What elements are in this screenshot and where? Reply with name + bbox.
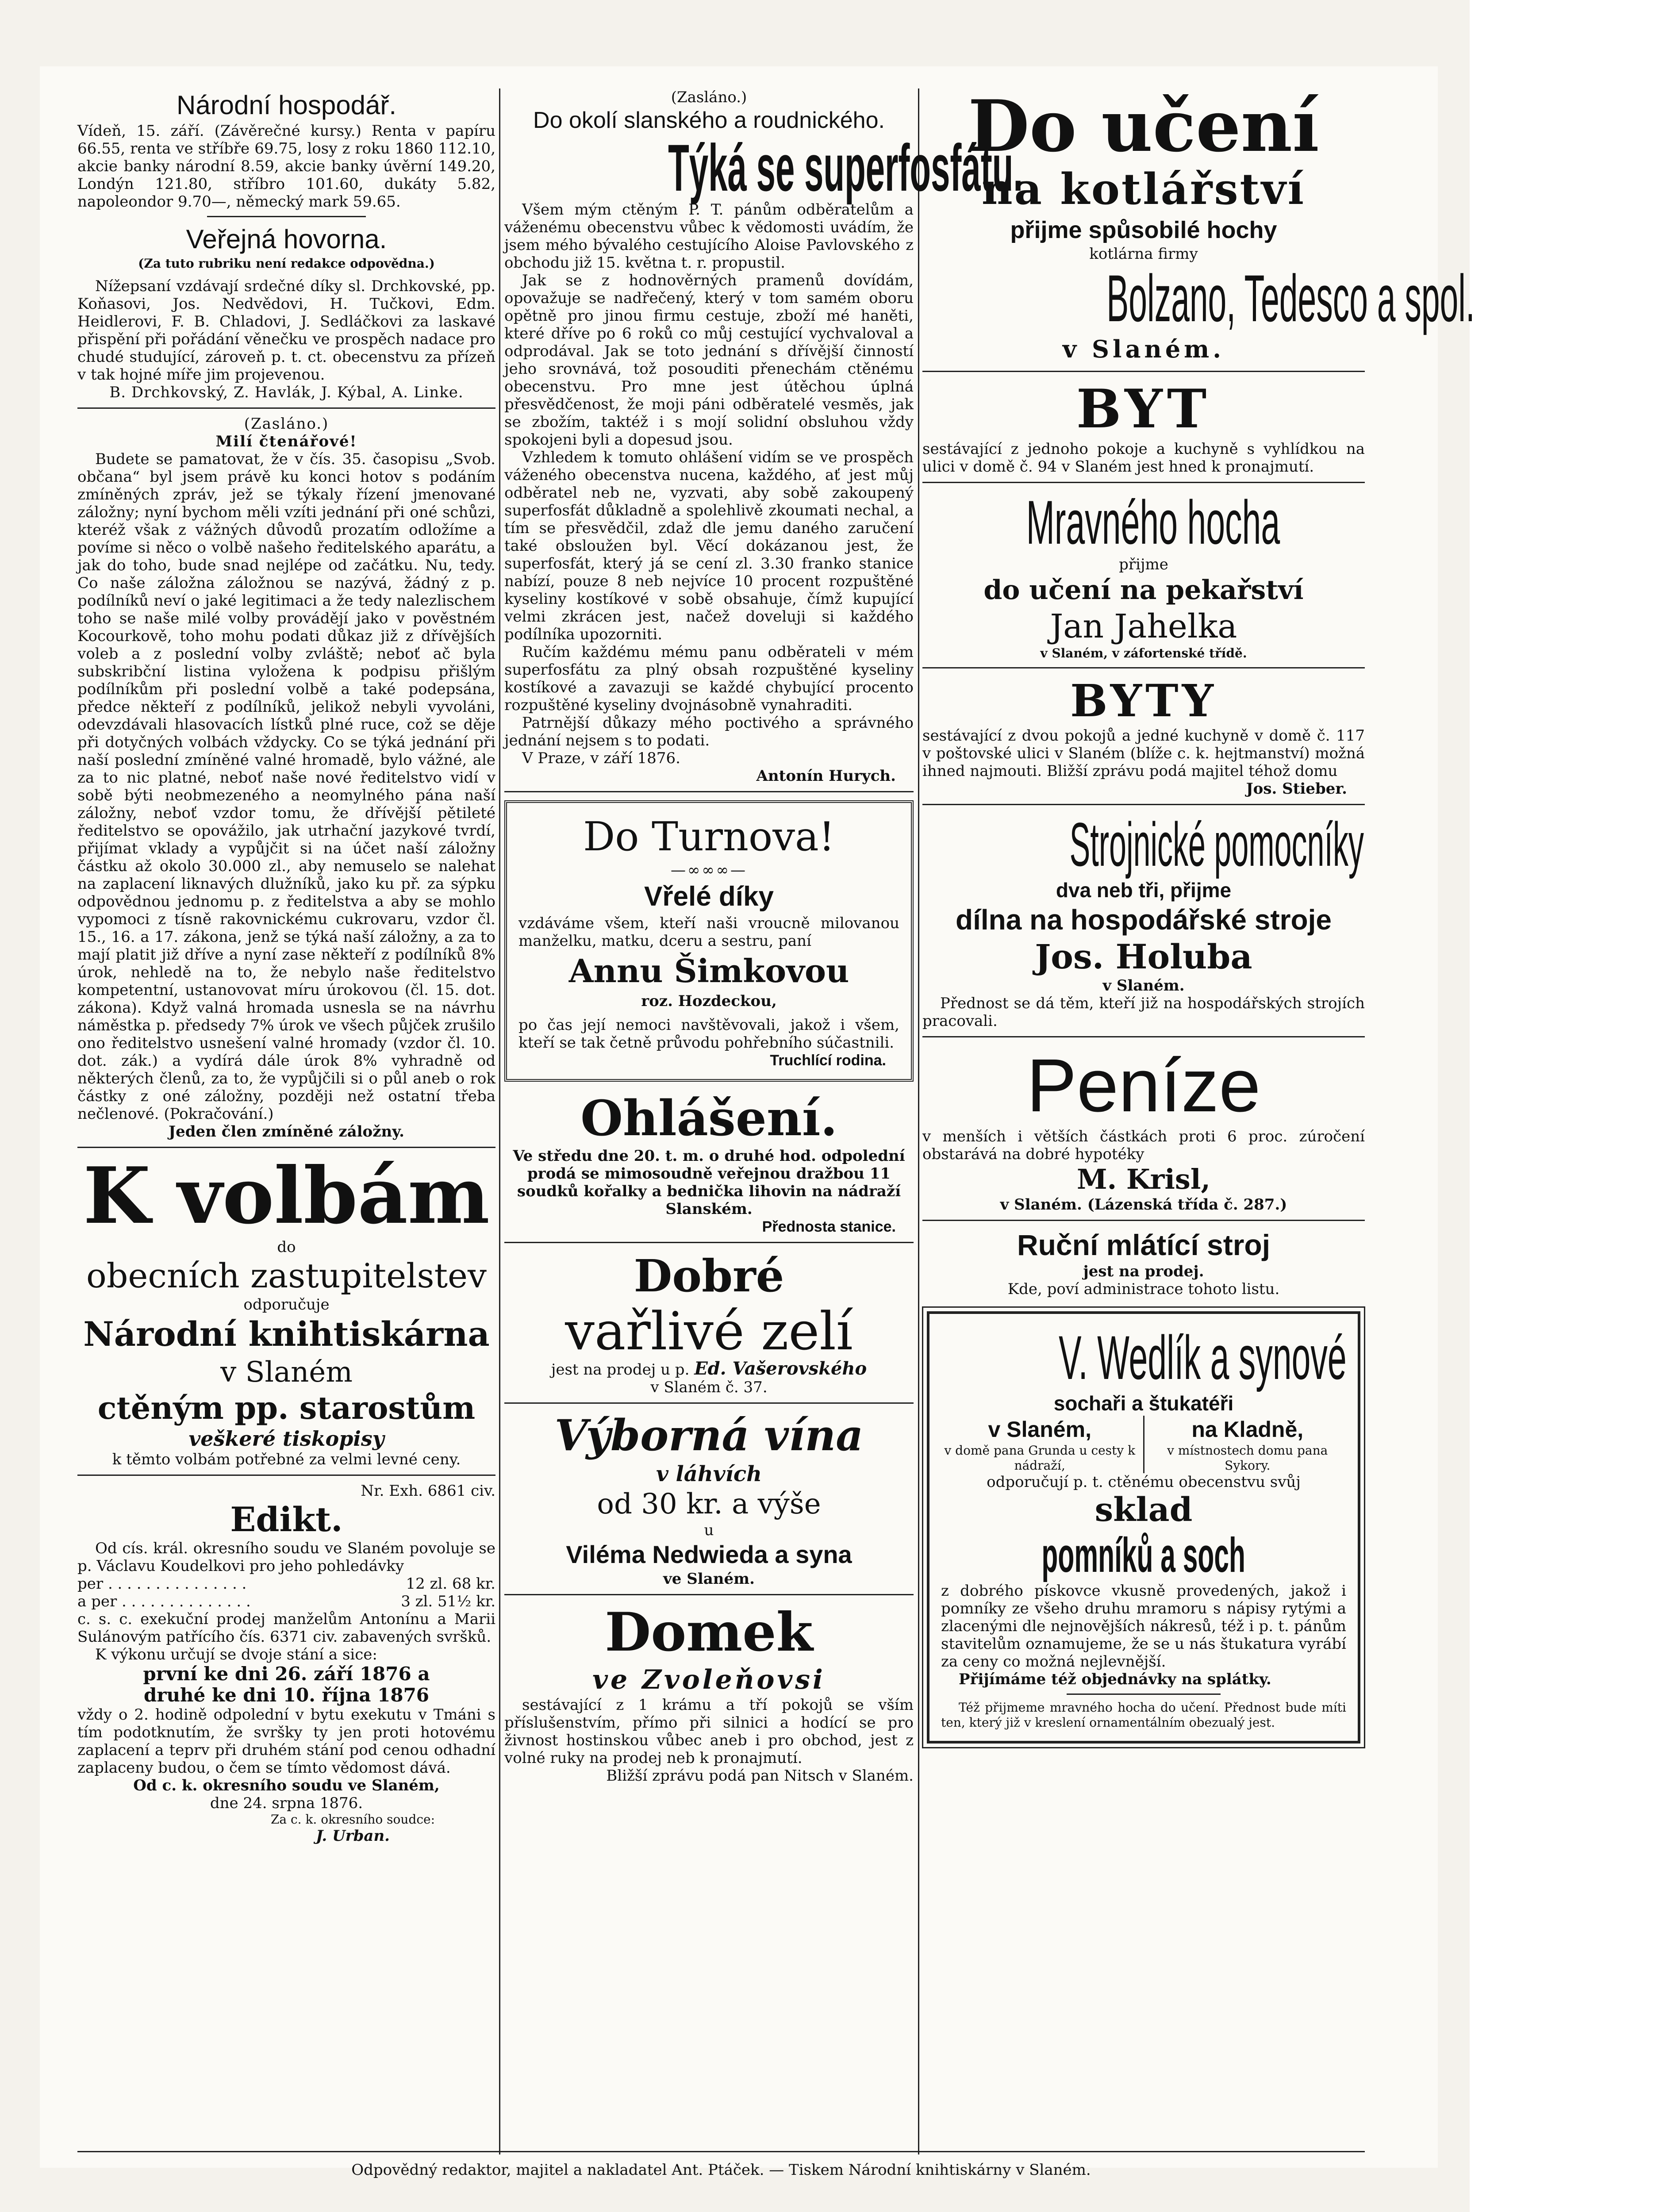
turnov-title: Do Turnova! <box>583 814 835 860</box>
vina-lahvich: v láhvích <box>656 1462 762 1486</box>
edikt-date-2: druhé ke dni 10. října 1876 <box>143 1684 430 1706</box>
wedlik-left-address: v domě pana Grunda u cesty k nádraží, <box>944 1443 1136 1473</box>
divider <box>922 804 1365 805</box>
edikt-ref: Nr. Exh. 6861 civ. <box>361 1482 495 1500</box>
superfosfat-place: V Praze, v září 1876. <box>522 749 680 767</box>
headline-okoli: Do okolí slanského a roudnického. <box>533 108 885 133</box>
hoch-name: Jan Jahelka <box>1050 607 1237 645</box>
edikt-judge: J. Urban. <box>315 1827 390 1845</box>
wedlik-pomniku: pomníků a soch <box>1041 1528 1246 1582</box>
edikt-p1: Od cís. král. okresního soudu ve Slaném povoluje se p. Václavu Koudelkovi pro jeho pohledávky <box>77 1540 495 1575</box>
market-report: Vídeň, 15. září. (Závěrečné kursy.) Renta v papíru 66.55, renta ve stříbře 69.75, losy z roku 1860 112.10, akcie banky národní 8.59, akcie banky úvěrní 149.20, Londýn 121.80, stříbro 101.60, dukáty 5.82, napoleondor 9.70—, německý mark 59.65. <box>77 122 495 211</box>
wedlik-title: V. Wedlík a synové <box>1059 1323 1347 1392</box>
strojnicke-dilna: dílna na hospodářské stroje <box>956 904 1332 936</box>
turnov-text-2: po čas její nemoci navštěvovali, jakož i všem, kteří se tak četně průvodu pohřebního súčastnili. <box>518 1016 899 1052</box>
byt-title: BYT <box>1076 378 1211 440</box>
zaslano-label: (Zasláno.) <box>671 88 747 106</box>
edikt-per-a-value: 12 zl. 68 kr. <box>406 1575 495 1593</box>
column-right <box>922 84 1475 2154</box>
letter-text: Budete se pamatovat, že v čís. 35. časopisu „Svob. občana“ byl jsem právě ku konci hotov s podáním zmíněných zpráv, jež se týkaly řízení jmenované záložny; nyní bychom měli vzíti jednání při oné schůzi, kteréž však z vážných důvodů prozatím odložíme a povíme si něco o volbě našeho ředitelského aparátu, a jak do toho, bude snad nejlépe od začátku. Nu, tedy. Co naše záložna záložnou se nazývá, žádný z p. podílníků neví o jaké legitimaci a že tedy nalezlischem toho se naše milé volby provádějí jako v pověstném Kocourkově, toho mohu podati důkaz již z dřívějších voleb a z poslední volby zvláště; neboť ač byla subskribční listina vyložena k podpisu přišlým podílníkům při poslední volbě a také podepsána, předce někteří z podílníků, jelikož nebyli vyvoláni, odevzdávali hlasovacích lístků plné ruce, což se děje při dotyčných volbách vždycky. Co se týká jednání při naší poslední zmíněné valné hromadě, bylo vážné, ale za to nic platné, neboť naše nové ředitelstvo vidí v sobě býti neobmezeného a neomylného pána naší záložny, neboť vzdor tomu, že dřívější pětileté ředitelstvo se opovážilo, jak utrhační jazykové tvrdí, přijímat vklady a vypůjčit si na účet naší záložny částku až okolo 30.000 zl., aby nemuselo se nalehat na zaplacení liknavých dlužníků, jako ku př. za sýpku odpovědnou jednomu p. z ředitelstva a aby se mohlo vypomoci z tísně rakovnickému cukrovaru, vzdor čl. 15., 16. a 17. zákona, jenž se týká naší záložny, a za to mají platit již dříve a nyní zase někteří z podílníků 8% úrok, nehledě na to, že nebylo naše ředitelstvo kompetentní, ustanovovat míru úrokovou (čl. 15. dot. zákona). Když valná hromada usnesla se na návrhu náměstka p. předsedy 7% úrok ve všech půjček zrušilo ono ředitelstvo usnešení valné hromady (vzdor čl. 10. dot. zák.) a vydírá dále úrok 8% vyhradně od některých členů, za to, že vypůjčili si o půl aneb o rok částky z oné záložny, později než ostatní třeba nečlenové. (Pokračování.) <box>77 450 495 1123</box>
kvolbam-text: k těmto volbám potřebné za velmi levné ceny. <box>112 1451 461 1468</box>
divider <box>922 1036 1365 1037</box>
divider <box>77 407 495 409</box>
hoch-pekarstvi: do učení na pekařství <box>983 575 1304 606</box>
zeli-address: v Slaném č. 37. <box>650 1379 768 1396</box>
divider <box>922 1220 1365 1221</box>
kvolbam-town: v Slaném <box>220 1356 353 1389</box>
wedlik-note: Též přijmeme mravného hocha do učení. Přednost bude míti ten, který již v kreslení ornamentálním obezualý jest. <box>941 1700 1346 1730</box>
wedlik-box <box>927 1311 1360 1743</box>
mlatici-info: Kde, poví administrace tohoto listu. <box>1007 1280 1280 1298</box>
divider <box>504 1402 914 1404</box>
superfosfat-p3: Vzhledem k tomuto ohlášení vidím se ve prospěch váženého obecenstva nucena, každého, ať jest můj odběratel neb ne, vyzvati, aby sobě zakoupený superfosfát důkladně a spolehlivě zkoumati nechal, a tím se přesvědčil, zdaž dle jemu daného zaručení také obsloužen byl. Věcí dokázanou jest, že superfosfát, který já se cení zl. 3.30 franko stanice nabízí, pouze 8 neb nejvíce 10 procent rozpuštěné kyseliny kostíkové v sobě obsahuje, čímž kupující velmi zkrácen jest, načež doveluji si každého podílníka upozorniti. <box>504 449 914 643</box>
section-title-narodni: Národní hospodář. <box>177 90 396 120</box>
uceni-title-1: Do učení <box>968 84 1319 168</box>
kvolbam-tiskopisy: veškeré tiskopisy <box>188 1427 384 1451</box>
zeli-title-2: vařlivé zelí <box>565 1301 853 1362</box>
wedlik-right-town: na Kladně, <box>1191 1417 1304 1442</box>
divider <box>77 1147 495 1148</box>
turnov-signature: Truchlící rodina. <box>770 1052 886 1069</box>
kvolbam-starostum: ctěným pp. starostům <box>97 1390 476 1426</box>
letter-signature: Jeden člen zmíněné záložny. <box>169 1123 404 1141</box>
divider <box>922 482 1365 483</box>
wedlik-locations <box>941 1416 1346 1473</box>
headline-superfosfat: Týká se superfosfátu. <box>668 131 1023 205</box>
editor-note: (Za tuto rubriku není redakce odpovědna.) <box>138 256 435 271</box>
section-title-hovorna: Veřejná hovorna. <box>186 224 387 254</box>
vina-firm: Viléma Nedwieda a syna <box>566 1540 852 1568</box>
wedlik-sklad: sklad <box>1094 1491 1193 1529</box>
edikt-p2: c. s. c. exekuční prodej manželům Antonínu a Marii Sulánovým patřícího čís. 6371 civ. zabavených svršků. <box>77 1610 495 1646</box>
byty-owner: Jos. Stieber. <box>1246 780 1347 798</box>
ohlaseni-title: Ohlášení. <box>580 1090 837 1147</box>
uceni-title-2: na kotlářství <box>981 164 1306 214</box>
divider <box>922 667 1365 668</box>
domek-place: ve Zvoleňovsi <box>592 1664 826 1695</box>
domek-text: sestávající z 1 krámu a tří pokojů se vším příslušenstvím, přímo při silnici a hodící se pro živnost hostinskou vůbec aneb i pro obchod, jest z volné ruky na prodej neb k pronajmutí. <box>504 1696 914 1767</box>
kvolbam-obecnich: obecních zastupitelstev <box>86 1256 487 1295</box>
byt-text: sestávající z jednoho pokoje a kuchyně s vyhlídkou na ulici v domě č. 94 v Slaném jest hned k pronajmutí. <box>922 440 1365 476</box>
ornament: —∞∞∞— <box>671 861 747 879</box>
zeli-seller: Ed. Vašerovského <box>694 1358 867 1379</box>
strojnicke-title: Strojnické pomocníky <box>1069 810 1364 879</box>
mlatici-sale: jest na prodej. <box>1083 1263 1204 1280</box>
column-divider <box>499 88 500 2154</box>
byty-title: BYTY <box>1070 675 1217 727</box>
vina-u: u <box>704 1521 714 1539</box>
footer-divider <box>77 2151 1365 2152</box>
penize-title: Peníze <box>1026 1044 1261 1128</box>
uceni-firma: kotlárna firmy <box>1089 245 1198 263</box>
divider <box>504 1594 914 1595</box>
divider <box>207 216 366 217</box>
divider <box>504 791 914 792</box>
column-middle <box>504 88 1023 2154</box>
kvolbam-doporucuje: odporučuje <box>243 1296 330 1313</box>
deceased-name: Annu Šimkovou <box>568 952 849 990</box>
penize-text: v menších i větších částkách proti 6 proc. zúročení obstarává na dobré hypotéky <box>922 1128 1365 1163</box>
edikt-title: Edikt. <box>230 1500 343 1539</box>
vina-town: ve Slaném. <box>663 1570 755 1588</box>
edikt-per-b-value: 3 zl. 51½ kr. <box>401 1593 495 1610</box>
divider <box>77 1475 495 1476</box>
signers: B. Drchkovský, Z. Havlák, J. Kýbal, A. Linke. <box>109 384 464 401</box>
byty-text: sestávající z dvou pokojů a jedné kuchyně v domě č. 117 v poštovské ulici v Slaném (blíže c. k. hejtmanství) možná ihned najmouti. Bližší zprávu podá majitel téhož domu <box>922 727 1365 780</box>
edikt-per-b: a per . . . . . . . . . . . . . . <box>77 1593 251 1610</box>
kvolbam-title: K volbám <box>83 1151 490 1241</box>
wedlik-orders: Přijímáme též objednávky na splátky. <box>959 1671 1271 1688</box>
wedlik-rec: odporučují p. t. ctěnému obecenstvu svůj <box>987 1473 1301 1491</box>
domek-title: Domek <box>605 1601 813 1663</box>
zeli-title-1: Dobré <box>634 1250 784 1302</box>
edikt-per-a: per . . . . . . . . . . . . . . . <box>77 1575 247 1593</box>
zaslano-label: (Zasláno.) <box>244 415 329 433</box>
edikt-court: Od c. k. okresního soudu ve Slaném, <box>133 1777 440 1794</box>
strojnicke-name: Jos. Holuba <box>1035 937 1252 976</box>
edikt-p4: vždy o 2. hodině odpolední v bytu exekutu v Tmáni s tím podotknutím, že svršky ty jen proti hotovému zaplacení a teprv při druhém stání pod cenou odhadní zaplaceny budou, o čem se tímto vědomost dává. <box>77 1706 495 1777</box>
turnov-thanks: Vřelé díky <box>644 881 774 912</box>
uceni-hoch: přijme spůsobilé hochy <box>1010 217 1277 243</box>
superfosfat-p2: Jak se z hodnověrných pramenů dovídám, opovažuje se nadřečený, který v tom samém oboru opětně pro jinou firmu cestuje, zboží mé haněti, které dříve po 6 roků co můj cestující vychvaloval a odprodával. Jak se toto jednání s dřívější činností jeho srovnává, tož posouditi přenechám ctěnému obecenstvu. Pro mne jest útěchou úplná přesvědčenost, že moji páni odběratelé vesměs, jak se zbožím, taktéž i s mojí solidní obsluhou vždy spokojeni byli a dopesud jsou. <box>504 272 914 449</box>
firm-name: Národní knihtiskárna <box>83 1314 490 1354</box>
divider <box>1067 1694 1221 1695</box>
ohlaseni-text: Ve středu dne 20. t. m. o druhé hod. odpolední prodá se mimosoudně veřejnou dražbou 11 soudků kořalky a bednička lihovin na nádraží Slanském. <box>513 1147 905 1218</box>
superfosfat-p1: Všem mým ctěným P. T. pánům odběratelům a váženému obecenstvu vůbec k vědomosti uvádím, že jsem mého bývalého cestujícího Aloise Pavlovského z obchodu již 15. května t. r. propustil. <box>504 201 914 272</box>
superfosfat-signature: Antonín Hurych. <box>756 767 896 785</box>
wedlik-text: z dobrého pískovce vkusně provedených, jakož i pomníky ze všeho druhu mramoru s nápisy rytými a zlacenými dle nejnovějších nákresů, též i p. t. pánům stavitelům oznamujeme, že se u nás štukatura vyrábí za ceny co možná nejlevnější. <box>941 1582 1346 1671</box>
hoch-prijme: přijme <box>1119 556 1168 573</box>
hoch-address: v Slaném, v záfortenské třídě. <box>1040 646 1247 661</box>
imprint: Odpovědný redaktor, majitel a nakladatel Ant. Ptáček. — Tiskem Národní knihtiskárny v Slaném. <box>351 2161 1091 2179</box>
obituary-box <box>504 800 914 1082</box>
strojnicke-sub: dva neb tři, přijme <box>1056 879 1232 902</box>
turnov-text: vzdáváme všem, kteří naši vroucně milovanou manželku, matku, dceru a sestru, paní <box>518 914 899 950</box>
penize-address: v Slaném. (Lázenská třída č. 287.) <box>1000 1196 1287 1214</box>
kvolbam-do: do <box>277 1238 296 1256</box>
vina-title: Výborná vína <box>554 1410 864 1460</box>
superfosfat-p4: Ručím každému mému panu odběrateli v mém superfosfátu za plný obsah rozpuštěné kyseliny kostíkové a zavazuji se každé chybující procento rozpuštěné kyseliny dvojnásobně vynahraditi. <box>504 643 914 714</box>
wedlik-right-address: v místnostech domu pana Sykory. <box>1167 1443 1328 1473</box>
ohlaseni-signature: Přednosta stanice. <box>762 1218 896 1235</box>
hoch-title: Mravného hocha <box>1026 488 1280 557</box>
edikt-date-1: první ke dni 26. září 1876 a <box>143 1663 430 1685</box>
divider <box>922 371 1365 372</box>
divider <box>504 1242 914 1243</box>
zeli-text: jest na prodej u p. <box>551 1361 690 1379</box>
greeting: Milí čtenářové! <box>215 433 357 450</box>
thanks-text: Nížepsaní vzdávají srdečné díky sl. Drchkovské, pp. Koňasovi, Jos. Nedvědovi, H. Tučkovi, Edm. Heidlerovi, F. B. Chladovi, J. Sedláčkovi za laskavé přispění při pořádání věnečku ve prospěch nadace pro chudé studující, zároveň p. t. ct. obecenstvu za přízeň v tak hojné míře jim projevenou. <box>77 277 495 384</box>
column-divider <box>918 88 919 2154</box>
deceased-born: roz. Hozdeckou, <box>641 992 777 1010</box>
wedlik-left-town: v Slaném, <box>988 1417 1091 1442</box>
uceni-firm: Bolzano, Tedesco a spol. <box>1106 261 1475 335</box>
edikt-date: dne 24. srpna 1876. <box>210 1794 363 1812</box>
uceni-town: v Slaném. <box>1062 335 1225 363</box>
strojnicke-text: Přednost se dá těm, kteří již na hospodářských strojích pracovali. <box>922 995 1365 1030</box>
edikt-judge-label: Za c. k. okresního soudce: <box>270 1812 435 1827</box>
penize-name: M. Krisl, <box>1077 1163 1210 1195</box>
superfosfat-p5: Patrnější důkazy mého poctivého a správného jednání nejsem s to podati. <box>504 714 914 749</box>
strojnicke-town: v Slaném. <box>1102 977 1185 995</box>
vina-price: od 30 kr. a výše <box>597 1488 821 1521</box>
wedlik-sub: sochaři a štukatéři <box>1053 1392 1234 1415</box>
domek-text-2: Bližší zprávu podá pan Nitsch v Slaném. <box>606 1767 914 1785</box>
edikt-p3: K výkonu určují se dvoje stání a sice: <box>95 1646 377 1663</box>
column-left <box>77 88 495 2154</box>
mlatici-title: Ruční mlátící stroj <box>1017 1229 1271 1261</box>
